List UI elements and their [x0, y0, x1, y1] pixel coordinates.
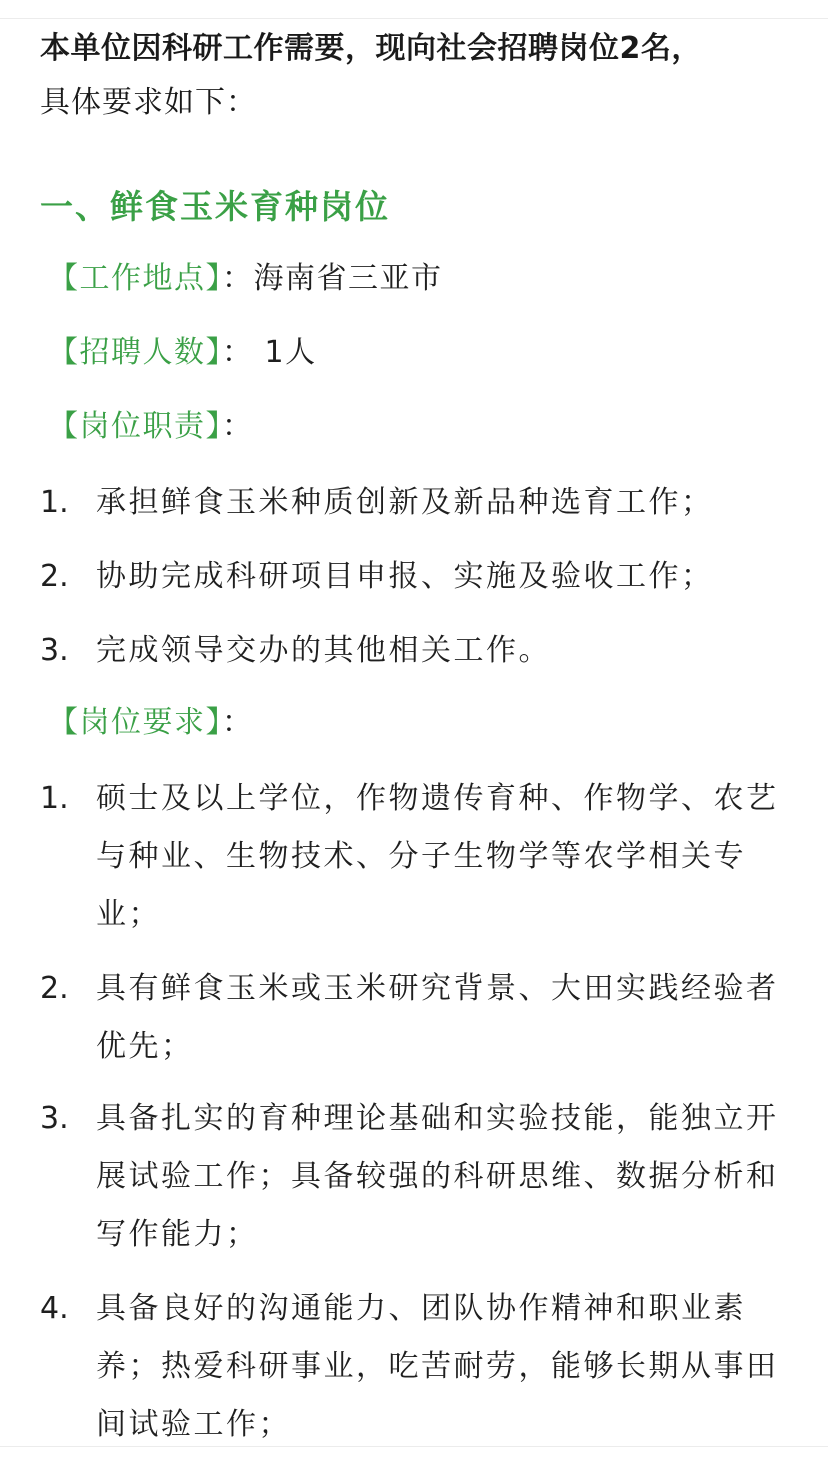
list-number: 2.: [40, 971, 69, 1006]
colon: ：: [222, 335, 254, 370]
duties-heading: [48, 402, 254, 452]
duty-item: [40, 474, 800, 532]
duty-item: [40, 622, 800, 680]
requirements-heading: [48, 698, 254, 748]
intro-paragraph-continued: 具体要求如下：: [40, 85, 257, 120]
top-divider: [0, 0, 828, 19]
bottom-divider: [0, 1446, 828, 1447]
list-number: 4.: [40, 1291, 69, 1326]
requirement-text: 具备良好的沟通能力、团队协作精神和职业素养；热爱科研事业，吃苦耐劳，能够长期从事田间试验工作；: [96, 1291, 779, 1442]
colon: ：: [222, 409, 254, 444]
requirement-text: 具备扎实的育种理论基础和实验技能，能独立开展试验工作；具备较强的科研思维、数据分析和写作能力；: [96, 1101, 779, 1252]
work-location-value: 海南省三亚市: [253, 261, 443, 296]
duty-item: [40, 548, 800, 606]
requirement-item: [40, 770, 800, 944]
duty-text: 承担鲜食玉米种质创新及新品种选育工作；: [96, 485, 714, 520]
colon: ：: [222, 705, 254, 740]
duties-label: 【岗位职责】: [48, 409, 222, 444]
requirement-item: [40, 1090, 800, 1264]
requirement-item: [40, 1280, 800, 1454]
duty-text: 完成领导交办的其他相关工作。: [96, 633, 551, 668]
headcount-value: 1人: [253, 335, 317, 370]
list-number: 3.: [40, 1101, 69, 1136]
list-number: 1.: [40, 485, 69, 520]
headcount-field: [48, 328, 317, 378]
list-number: 1.: [40, 781, 69, 816]
requirements-label: 【岗位要求】: [48, 705, 222, 740]
requirement-item: [40, 960, 800, 1076]
list-number: 3.: [40, 633, 69, 668]
requirement-text: 硕士及以上学位，作物遗传育种、作物学、农艺与种业、生物技术、分子生物学等农学相关专业；: [96, 781, 779, 932]
work-location-label: 【工作地点】: [48, 261, 222, 296]
duty-text: 协助完成科研项目申报、实施及验收工作；: [96, 559, 714, 594]
colon: ：: [222, 261, 254, 296]
requirement-text: 具有鲜食玉米或玉米研究背景、大田实践经验者优先；: [96, 971, 779, 1064]
section-title: 一、鲜食玉米育种岗位: [40, 187, 390, 226]
work-location-field: [48, 254, 443, 304]
headcount-label: 【招聘人数】: [48, 335, 222, 370]
list-number: 2.: [40, 559, 69, 594]
intro-paragraph: 本单位因科研工作需要，现向社会招聘岗位2名，: [40, 31, 702, 66]
